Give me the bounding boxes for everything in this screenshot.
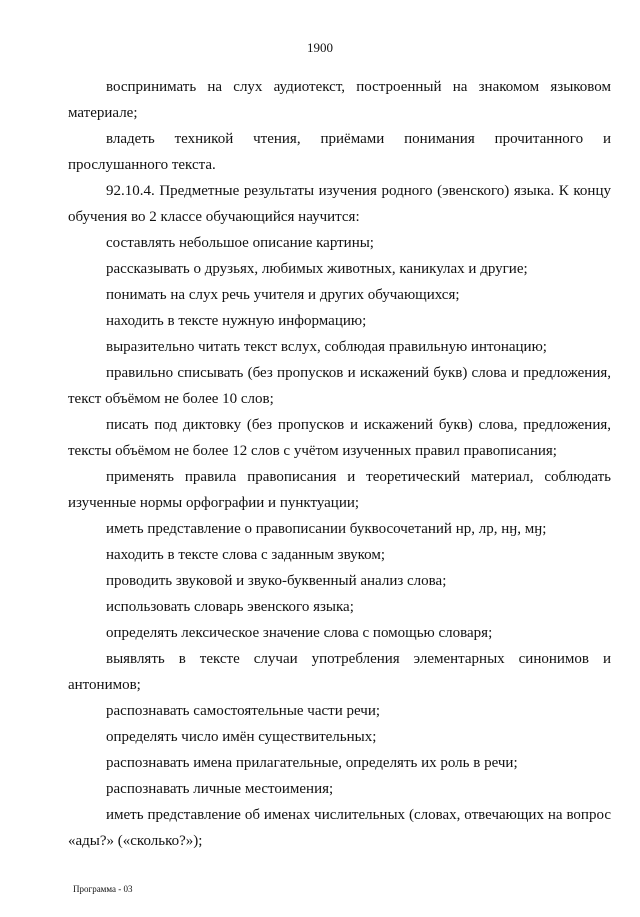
list-item: использовать словарь эвенского языка; [106,599,354,615]
paragraph: воспринимать на слух аудиотекст, построенный на знакомом языковом материале; [68,79,611,121]
list-item: проводить звуковой и звуко-буквенный анализ слова; [106,573,447,589]
list-item: распознавать имена прилагательные, определять их роль в речи; [106,755,518,771]
list-item: применять правила правописания и теоретический материал, соблюдать изученные нормы орфографии и пунктуации; [68,469,611,511]
list-item: рассказывать о друзьях, любимых животных, каникулах и другие; [106,261,528,277]
list-item: иметь представление о правописании буквосочетаний нр, лр, нӈ, мӈ; [106,521,547,537]
list-item: составлять небольшое описание картины; [106,235,374,251]
list-item: выразительно читать текст вслух, соблюдая правильную интонацию; [106,339,547,355]
list-item: находить в тексте нужную информацию; [106,313,367,329]
footer-label: Программа - 03 [73,884,133,894]
list-item: писать под диктовку (без пропусков и искажений букв) слова, предложения, тексты объёмом не более 12 слов с учётом изученных правил правописания; [68,417,611,459]
list-item: определять лексическое значение слова с помощью словаря; [106,625,493,641]
list-item: правильно списывать (без пропусков и искажений букв) слова и предложения, текст объёмом не более 10 слов; [68,365,611,407]
list-item: определять число имён существительных; [106,729,377,745]
page-number: 1900 [307,40,333,55]
list-item: выявлять в тексте случаи употребления элементарных синонимов и антонимов; [68,651,611,693]
list-item: понимать на слух речь учителя и других обучающихся; [106,287,460,303]
list-item: находить в тексте слова с заданным звуком; [106,547,386,563]
list-item: иметь представление об именах числительных (словах, отвечающих на вопрос «ады?» («сколько?»); [68,807,611,849]
paragraph: владеть техникой чтения, приёмами понимания прочитанного и прослушанного текста. [68,131,611,173]
list-item: распознавать самостоятельные части речи; [106,703,381,719]
document-body [68,74,611,854]
list-item: распознавать личные местоимения; [106,781,334,797]
section-heading-paragraph: 92.10.4. Предметные результаты изучения родного (эвенского) языка. К концу обучения во 2 классе обучающийся научится: [68,183,611,225]
